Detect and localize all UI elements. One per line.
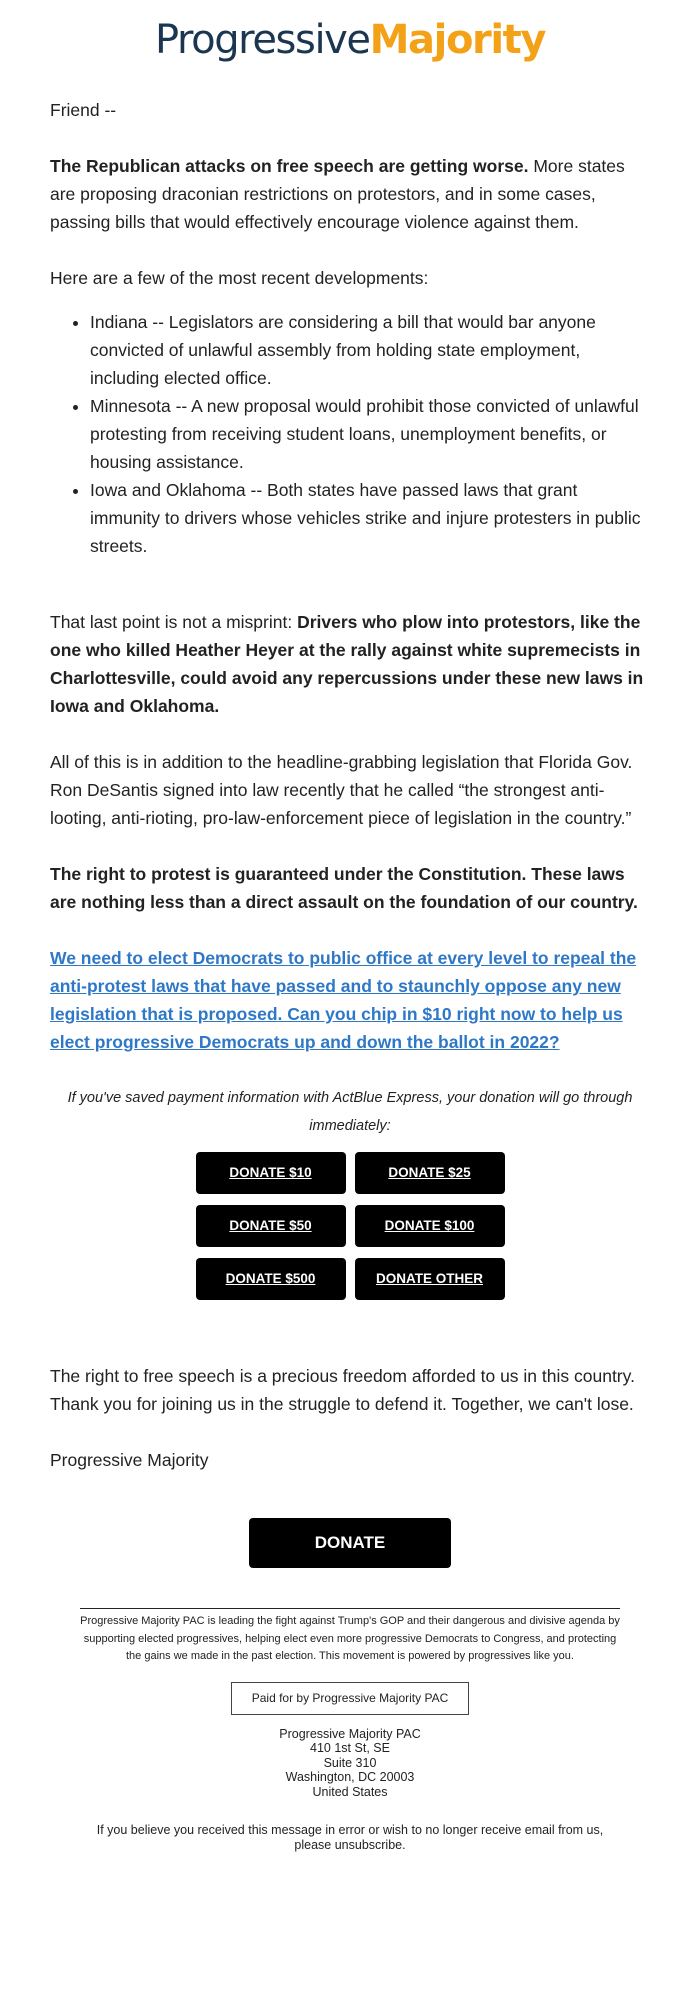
address-city: Washington, DC 20003 [285, 1770, 415, 1784]
logo-text-progressive: Progressive [154, 17, 370, 63]
address-org: Progressive Majority PAC [279, 1726, 421, 1741]
intro-rest: More states are proposing draconian restrictions on protestors, and in some cases, passing bills that would effectively encourage violence against them. [50, 156, 625, 232]
donate-50-button[interactable]: DONATE $50 [196, 1205, 346, 1247]
paid-for-box: Paid for by Progressive Majority PAC [231, 1682, 470, 1715]
misprint-bold: Drivers who plow into protestors, like the one who killed Heather Heyer at the rally against white supremecists in Charlottesville, could avoid any repercussions under these new laws in Iowa and Oklahoma. [50, 612, 644, 716]
donate-500-button[interactable]: DONATE $500 [196, 1258, 346, 1300]
donate-other-button[interactable]: DONATE OTHER [355, 1258, 505, 1300]
footer-blurb: Progressive Majority PAC is leading the fight against Trump's GOP and their dangerous and divisive agenda by supporting elected progressives, helping elect even more progressive Democrats to Congress, and protecting the gains we made in the past election. This movement is powered by progressives like you. [80, 1615, 620, 1662]
logo-text-majority: Majority [369, 17, 546, 63]
logo [0, 0, 700, 72]
address-street: 410 1st St, SE [310, 1741, 390, 1755]
donate-25-button[interactable]: DONATE $25 [355, 1152, 505, 1194]
cta-link[interactable]: We need to elect Democrats to public office at every level to repeal the anti-protest laws that have passed and to staunchly oppose any new legislation that is proposed. Can you chip in $10 right now to help us elect progressive Democrats up and down the ballot in 2022? [50, 948, 637, 1052]
intro-bold: The Republican attacks on free speech are getting worse. [50, 156, 529, 176]
mailing-address [80, 1727, 620, 1800]
cta-paragraph [50, 944, 650, 1056]
desantis-paragraph: All of this is in addition to the headline-grabbing legislation that Florida Gov. Ron DeSantis signed into law recently that he called “the strongest anti-looting, anti-rioting, pro-law-enforcement piece of legislation in the country.” [50, 752, 633, 828]
address-country: United States [312, 1784, 388, 1799]
list-item: • Iowa and Oklahoma -- Both states have passed laws that grant immunity to drivers whose vehicles strike and injure protesters in public streets. [90, 476, 650, 560]
list-item: • Indiana -- Legislators are considering a bill that would bar anyone convicted of unlawful assembly from holding state employment, including elected office. [90, 308, 650, 392]
unsubscribe-text[interactable]: If you believe you received this message in error or wish to no longer receive email from us, please unsubscribe. [96, 1823, 604, 1852]
actblue-note: If you've saved payment information with ActBlue Express, your donation will go through immediately: [67, 1090, 633, 1134]
donate-10-button[interactable]: DONATE $10 [196, 1152, 346, 1194]
constitution-paragraph: The right to protest is guaranteed under the Constitution. These laws are nothing less than a direct assault on the foundation of our country. [50, 864, 638, 912]
list-item: • Minnesota -- A new proposal would prohibit those convicted of unlawful protesting from receiving student loans, unemployment benefits, or housing assistance. [90, 392, 650, 476]
email-body [0, 96, 700, 1852]
donate-button[interactable]: DONATE [249, 1518, 451, 1568]
salutation: Friend -- [50, 100, 117, 120]
donate-button-grid [210, 1152, 490, 1300]
developments-list [50, 308, 650, 560]
misprint-lead: That last point is not a misprint: [50, 612, 298, 632]
developments-intro: Here are a few of the most recent developments: [50, 268, 429, 288]
signoff: Progressive Majority [50, 1450, 209, 1470]
intro-paragraph [50, 152, 650, 236]
closing-paragraph: The right to free speech is a precious freedom afforded to us in this country. Thank you for joining us in the struggle to defend it. Together, we can't lose. [50, 1366, 635, 1414]
address-suite: Suite 310 [323, 1755, 377, 1770]
donate-100-button[interactable]: DONATE $100 [355, 1205, 505, 1247]
misprint-paragraph [50, 608, 650, 720]
footer [80, 1608, 620, 1852]
